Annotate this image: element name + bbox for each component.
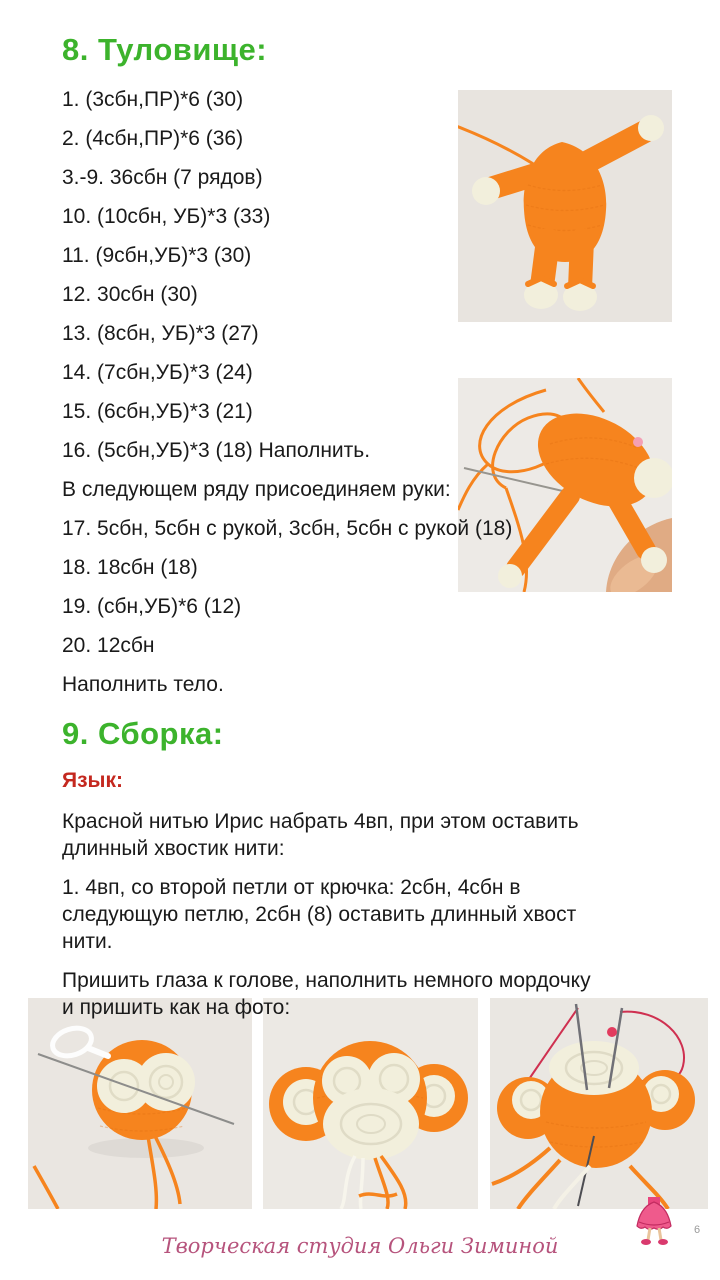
pattern-step: 18. 18сбн (18) <box>62 556 198 579</box>
assembly-paragraph: Красной нитью Ирис набрать 4вп, при этом оставить длинный хвостик нити: <box>62 810 579 860</box>
pattern-note: Наполнить тело. <box>62 673 224 696</box>
section-9-heading: 9. Сборка: <box>62 716 224 751</box>
pattern-step: 11. (9сбн,УБ)*3 (30) <box>62 244 252 267</box>
studio-footer: Творческая студия Ольги Зиминой <box>161 1234 559 1258</box>
pattern-step: 16. (5сбн,УБ)*3 (18) Наполнить. <box>62 439 371 462</box>
pattern-step: 2. (4сбн,ПР)*6 (36) <box>62 127 244 150</box>
pattern-note: В следующем ряду присоединяем руки: <box>62 478 451 501</box>
photo-head-ears-top <box>490 998 708 1209</box>
pattern-step: 15. (6сбн,УБ)*3 (21) <box>62 400 253 423</box>
pattern-step: 3.-9. 36сбн (7 рядов) <box>62 166 263 189</box>
pattern-step: 12. 30сбн (30) <box>62 283 198 306</box>
doll-icon-image <box>633 1196 675 1246</box>
pattern-step: 17. 5сбн, 5сбн с рукой, 3сбн, 5сбн с рукой (18) <box>62 517 513 540</box>
pattern-step: 1. (3сбн,ПР)*6 (30) <box>62 88 244 111</box>
doll-icon <box>633 1196 675 1246</box>
photo-head-ears-front-image <box>263 998 478 1209</box>
tongue-subheading: Язык: <box>62 769 123 792</box>
assembly-paragraph: 1. 4вп, со второй петли от крючка: 2сбн, 4сбн в следующую петлю, 2сбн (8) оставить длинный хвост нити. <box>62 876 577 953</box>
pattern-step: 14. (7сбн,УБ)*3 (24) <box>62 361 253 384</box>
assembly-paragraph: Пришить глаза к голове, наполнить немного мордочку и пришить как на фото: <box>62 969 591 1019</box>
photo-head-needle <box>28 998 252 1209</box>
photo-head-ears-front <box>263 998 478 1209</box>
pattern-step: 13. (8сбн, УБ)*3 (27) <box>62 322 259 345</box>
photo-head-ears-top-image <box>490 998 708 1209</box>
page-number: 6 <box>694 1224 701 1236</box>
section-8-heading: 8. Туловище: <box>62 32 268 67</box>
pattern-step: 19. (сбн,УБ)*6 (12) <box>62 595 242 618</box>
pattern-text-column <box>62 30 672 1021</box>
photo-head-needle-image <box>28 998 252 1209</box>
pattern-step: 10. (10сбн, УБ)*3 (33) <box>62 205 271 228</box>
section-8-steps <box>62 80 672 704</box>
pattern-step: 20. 12сбн <box>62 634 155 657</box>
